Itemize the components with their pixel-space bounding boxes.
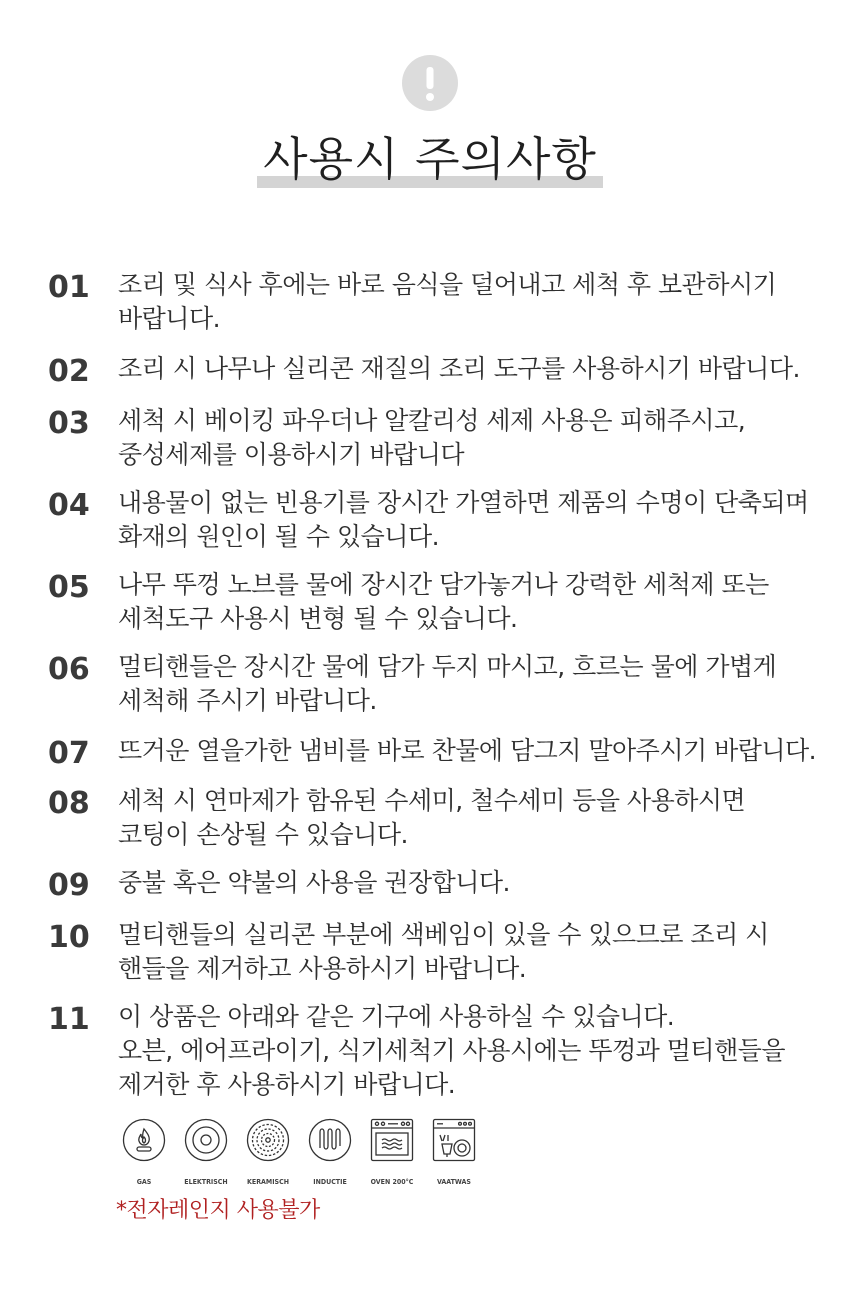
- item-text-line: 멀티핸들은 장시간 물에 담가 두지 마시고, 흐르는 물에 가볍게: [118, 652, 777, 681]
- item-text-line: 내용물이 없는 빈용기를 장시간 가열하면 제품의 수명이 단축되며: [118, 488, 809, 517]
- item-number: 10: [48, 920, 90, 955]
- induction-hob-icon: [308, 1118, 352, 1162]
- gas-burner-icon: [122, 1118, 166, 1162]
- item-text-line: 나무 뚜껑 노브를 물에 장시간 담가놓거나 강력한 세척제 또는: [118, 570, 769, 599]
- item-text-line: 이 상품은 아래와 같은 기구에 사용하실 수 있습니다.: [118, 1002, 675, 1031]
- appliance-label: ELEKTRISCH: [184, 1178, 228, 1186]
- item-text-line: 세척 시 베이킹 파우더나 알칼리성 세제 사용은 피해주시고,: [118, 406, 746, 435]
- microwave-warning: *전자레인지 사용불가: [116, 1198, 320, 1223]
- appliance-label: GAS: [136, 1178, 152, 1186]
- appliance-label: VAATWAS: [437, 1178, 471, 1186]
- appliance-dishwasher: [423, 1118, 485, 1186]
- oven-icon: [370, 1118, 414, 1162]
- appliance-label: KERAMISCH: [247, 1178, 289, 1186]
- item-text-line: 뜨거운 열을가한 냄비를 바로 찬물에 담그지 말아주시기 바랍니다.: [118, 736, 817, 765]
- item-text-line: 세척 시 연마제가 함유된 수세미, 철수세미 등을 사용하시면: [118, 786, 746, 815]
- item-text-line: 조리 시 나무나 실리콘 재질의 조리 도구를 사용하시기 바랍니다.: [118, 354, 800, 383]
- page-title: [257, 128, 603, 190]
- dishwasher-icon: [432, 1118, 476, 1162]
- item-number: 07: [48, 736, 90, 771]
- item-text-line: 세척해 주시기 바랍니다.: [118, 686, 377, 715]
- appliance-label: INDUCTIE: [313, 1178, 347, 1186]
- appliance-ceramic: [237, 1118, 299, 1186]
- item-text-line: 핸들을 제거하고 사용하시기 바랍니다.: [118, 954, 527, 983]
- ceramic-hob-icon: [246, 1118, 290, 1162]
- item-number: 08: [48, 786, 90, 821]
- item-number: 05: [48, 570, 90, 605]
- item-text-line: 화재의 원인이 될 수 있습니다.: [118, 522, 440, 551]
- item-number: 04: [48, 488, 90, 523]
- appliance-icons: [113, 1118, 485, 1186]
- item-text-line: 바랍니다.: [118, 304, 221, 333]
- appliance-oven: [361, 1118, 423, 1186]
- item-text-line: 중성세제를 이용하시기 바랍니다: [118, 440, 464, 469]
- appliance-label: OVEN 200°C: [370, 1178, 414, 1186]
- item-text-line: 중불 혹은 약불의 사용을 권장합니다.: [118, 868, 510, 897]
- appliance-induction: [299, 1118, 361, 1186]
- item-number: 11: [48, 1002, 90, 1037]
- item-text-line: 코팅이 손상될 수 있습니다.: [118, 820, 408, 849]
- item-number: 03: [48, 406, 90, 441]
- item-number: 01: [48, 270, 90, 305]
- page-title-text: 사용시 주의사항: [263, 132, 597, 186]
- appliance-electric: [175, 1118, 237, 1186]
- item-number: 09: [48, 868, 90, 903]
- title-section: [0, 128, 860, 190]
- item-text-line: 제거한 후 사용하시기 바랍니다.: [118, 1070, 456, 1099]
- item-text-line: 오븐, 에어프라이기, 식기세척기 사용시에는 뚜껑과 멀티핸들을: [118, 1036, 786, 1065]
- electric-hob-icon: [184, 1118, 228, 1162]
- item-number: 02: [48, 354, 90, 389]
- warning-icon: [402, 55, 458, 111]
- item-text-line: 조리 및 식사 후에는 바로 음식을 덜어내고 세척 후 보관하시기: [118, 270, 777, 299]
- appliance-gas: [113, 1118, 175, 1186]
- item-text-line: 세척도구 사용시 변형 될 수 있습니다.: [118, 604, 518, 633]
- item-text-line: 멀티핸들의 실리콘 부분에 색베임이 있을 수 있으므로 조리 시: [118, 920, 769, 949]
- item-number: 06: [48, 652, 90, 687]
